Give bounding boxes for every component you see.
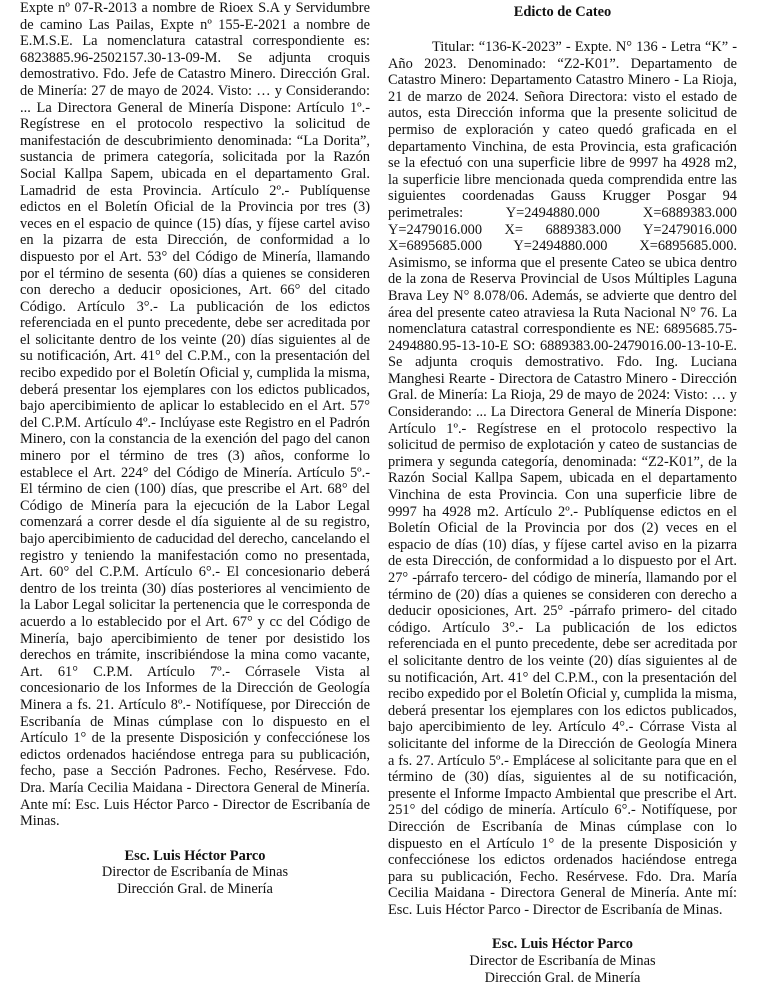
signatory-office: Dirección Gral. de Minería <box>117 880 273 897</box>
edict-body-text: Expte nº 07-R-2013 a nombre de Rioex S.A y Servidumbre de camino Las Pailas, Expte nº 155-E-2021 a nombre de E.M.S.E. La nomenclatura catastral correspondiente es: 6823885.96-2502157.30-13-09-M. Se adjunta croquis demostrativo. Fdo. Jefe de Catastro Minero. Dirección Gral. de Minería: 27 de mayo de 2024. Visto: … y Considerando: ... La Directora General de Minería Dispone: Artículo 1º.- Regístrese en el protocolo respectivo la solicitud de manifestación de descubrimiento denominada: “La Dorita”, sustancia de primera categoría, solicitada por la Razón Social Kallpa Sapem, ubicada en el departamento Gral. Lamadrid de esta Provincia. Artículo 2º.- Publíquense edictos en el Boletín Oficial de la Provincia por tres (3) veces en el espacio de quince (15) días, y fíjese cartel aviso en la pizarra de esta Dirección, de conformidad a lo dispuesto por el Art. 53° del Código de Minería, llamando por el término de sesenta (60) días a quienes se consideren con derecho a deducir oposiciones, Art. 66° del citado Código. Artículo 3°.- La publicación de los edictos referenciada en el punto precedente, debe ser acreditada por el solicitante dentro de los veinte (20) días siguientes al de su notificación, Art. 41° del C.P.M., con la presentación del recibo expedido por el Boletín Oficial y, cumplida la misma, deberá presentar los ejemplares con los edictos publicados, bajo apercibimiento de aplicar lo establecido en el Art. 57° del C.P.M. Artículo 4º.- Inclúyase este Registro en el Padrón Minero, con la constancia de la exención del pago del canon minero por el término de tres (3) años, conforme lo establece el Art. 224° del Código de Minería. Artículo 5º.- El término de cien (100) días, que prescribe el Art. 68° del Código de Minería para la ejecución de la Labor Legal comenzará a correr desde el día siguiente al de su registro, bajo apercibimiento de caducidad del derecho, cancelando el registro y teniendo la manifestación como no presentada, Art. 60° del C.P.M. Artículo 6°.- El concesionario deberá dentro de los treinta (30) días posteriores al vencimiento de la Labor Legal solicitar la pertenencia que le corresponda de acuerdo a lo establecido por el Art. 67° y cc del Código de Minería, bajo apercibimiento de tener por desistido los derechos en trámite, inscribiéndose la mina como vacante, Art. 61° C.P.M. Artículo 7º.- Córrasele Vista al concesionario de los Informes de la Dirección de Geología Minera a fs. 21. Artículo 8º.- Notifíquese, por Dirección de Escribanía de Minas cúmplase con lo dispuesto en el Artículo 1° de la presente Disposición y confecciónese los edictos ordenados haciéndose entrega para su publicación, fecho, pase a Sección Padrones. Fecho, Resérvese. Fdo. Dra. María Cecilia Maidana - Directora General de Minería. Ante mí: Esc. Luis Héctor Parco - Director de Escribanía de Minas. <box>20 0 370 830</box>
signatory-role: Director de Escribanía de Minas <box>469 953 656 970</box>
edict-body-text: Titular: “136-K-2023” - Expte. N° 136 - Letra “K” - Año 2023. Denominado: “Z2-K01”. Departamento de Catastro Minero: Departamento Catastro Minero - La Rioja, 21 de marzo de 2024. Señora Directora: visto el estado de autos, esta Dirección informa que la presente solicitud de permiso de exploración y cateo quedó graficada en el departamento Vinchina, de esta Provincia, esta graficación se la efectuó con una superficie libre de 9997 ha 4928 m2, la superficie libre mencionada queda comprendida entre las siguientes coordenadas Gauss Krugger Posgar 94 perimetrales: Y=2494880.000 X=6889383.000 Y=2479016.000 X= 6889383.000 Y=2479016.000 X=6895685.000 Y=2494880.000 X=6895685.000. Asimismo, se informa que el presente Cateo se ubica dentro de la zona de Reserva Provincial de Usos Múltiples Laguna Brava Ley N° 8.078/06. Además, se advierte que dentro del área del presente cateo atraviesa la Ruta Nacional N° 76. La nomenclatura catastral correspondiente es NE: 6895685.75-2494880.95-13-10-E SO: 6889383.00-2479016.00-13-10-E. Se adjunta croquis demostrativo. Fdo. Ing. Luciana Manghesi Rearte - Directora de Catastro Minero - Dirección Gral. de Minería: La Rioja, 29 de mayo de 2024: Visto: … y Considerando: ... La Directora General de Minería Dispone: Artículo 1º.- Regístrese en el protocolo respectivo la solicitud de permiso de explotación y cateo de sustancias de primera y segunda categoría, denominada: “Z2-K01”, de la Razón Social Kallpa Sapem, ubicada en el departamento Vinchina de esta Provincia. Con una superficie libre de 9997 ha 4928 m2. Artículo 2º.- Publíquense edictos en el Boletín Oficial de la Provincia por dos (2) veces en el espacio de días (10) días, y fíjese cartel aviso en la pizarra de esta Dirección, de conformidad a lo dispuesto por el Art. 27° -párrafo tercero- del código de minería, llamando por el término de (20) días a quienes se consideren con derecho a deducir oposiciones, Art. 25° -párrafo primero- del citado código. Artículo 3°.- La publicación de los edictos referenciada en el punto precedente, debe ser acreditada por el solicitante dentro de los veinte (20) días siguientes al de su notificación, Art. 41° del C.P.M., con la presentación del recibo expedido por el Boletín Oficial y, cumplida la misma, deberá presentar los ejemplares con los edictos publicados, bajo apercibimiento de ley. Artículo 4°.- Córrase Vista al solicitante del informe de la Dirección de Geología Minera a fs. 27. Artículo 5º.- Emplácese al solicitante para que en el término de (30) días, siguientes al de su notificación, presente el Informe Impacto Ambiental que prescribe el Art. 251° del código de minería. Artículo 6°.- Notifíquese, por Dirección de Escribanía de Minas cúmplase con lo dispuesto en el Artículo 1° de la presente Disposición y confecciónese los edictos ordenados haciéndose entrega para su publicación, Fecho. Resérvese. Fdo. Dra. María Cecilia Maidana - Directora General de Minería. Ante mí: Esc. Luis Héctor Parco - Director de Escribanía de Minas. <box>388 39 737 918</box>
signature-block <box>388 936 737 986</box>
signatory-office: Dirección Gral. de Minería <box>484 969 641 986</box>
signatory-name: Esc. Luis Héctor Parco <box>124 847 266 864</box>
left-column <box>20 0 370 897</box>
edict-title: Edicto de Cateo <box>513 4 612 20</box>
signatory-role: Director de Escribanía de Minas <box>101 864 289 881</box>
signatory-name: Esc. Luis Héctor Parco <box>492 936 633 953</box>
right-column <box>388 0 737 986</box>
signature-block <box>20 848 370 898</box>
